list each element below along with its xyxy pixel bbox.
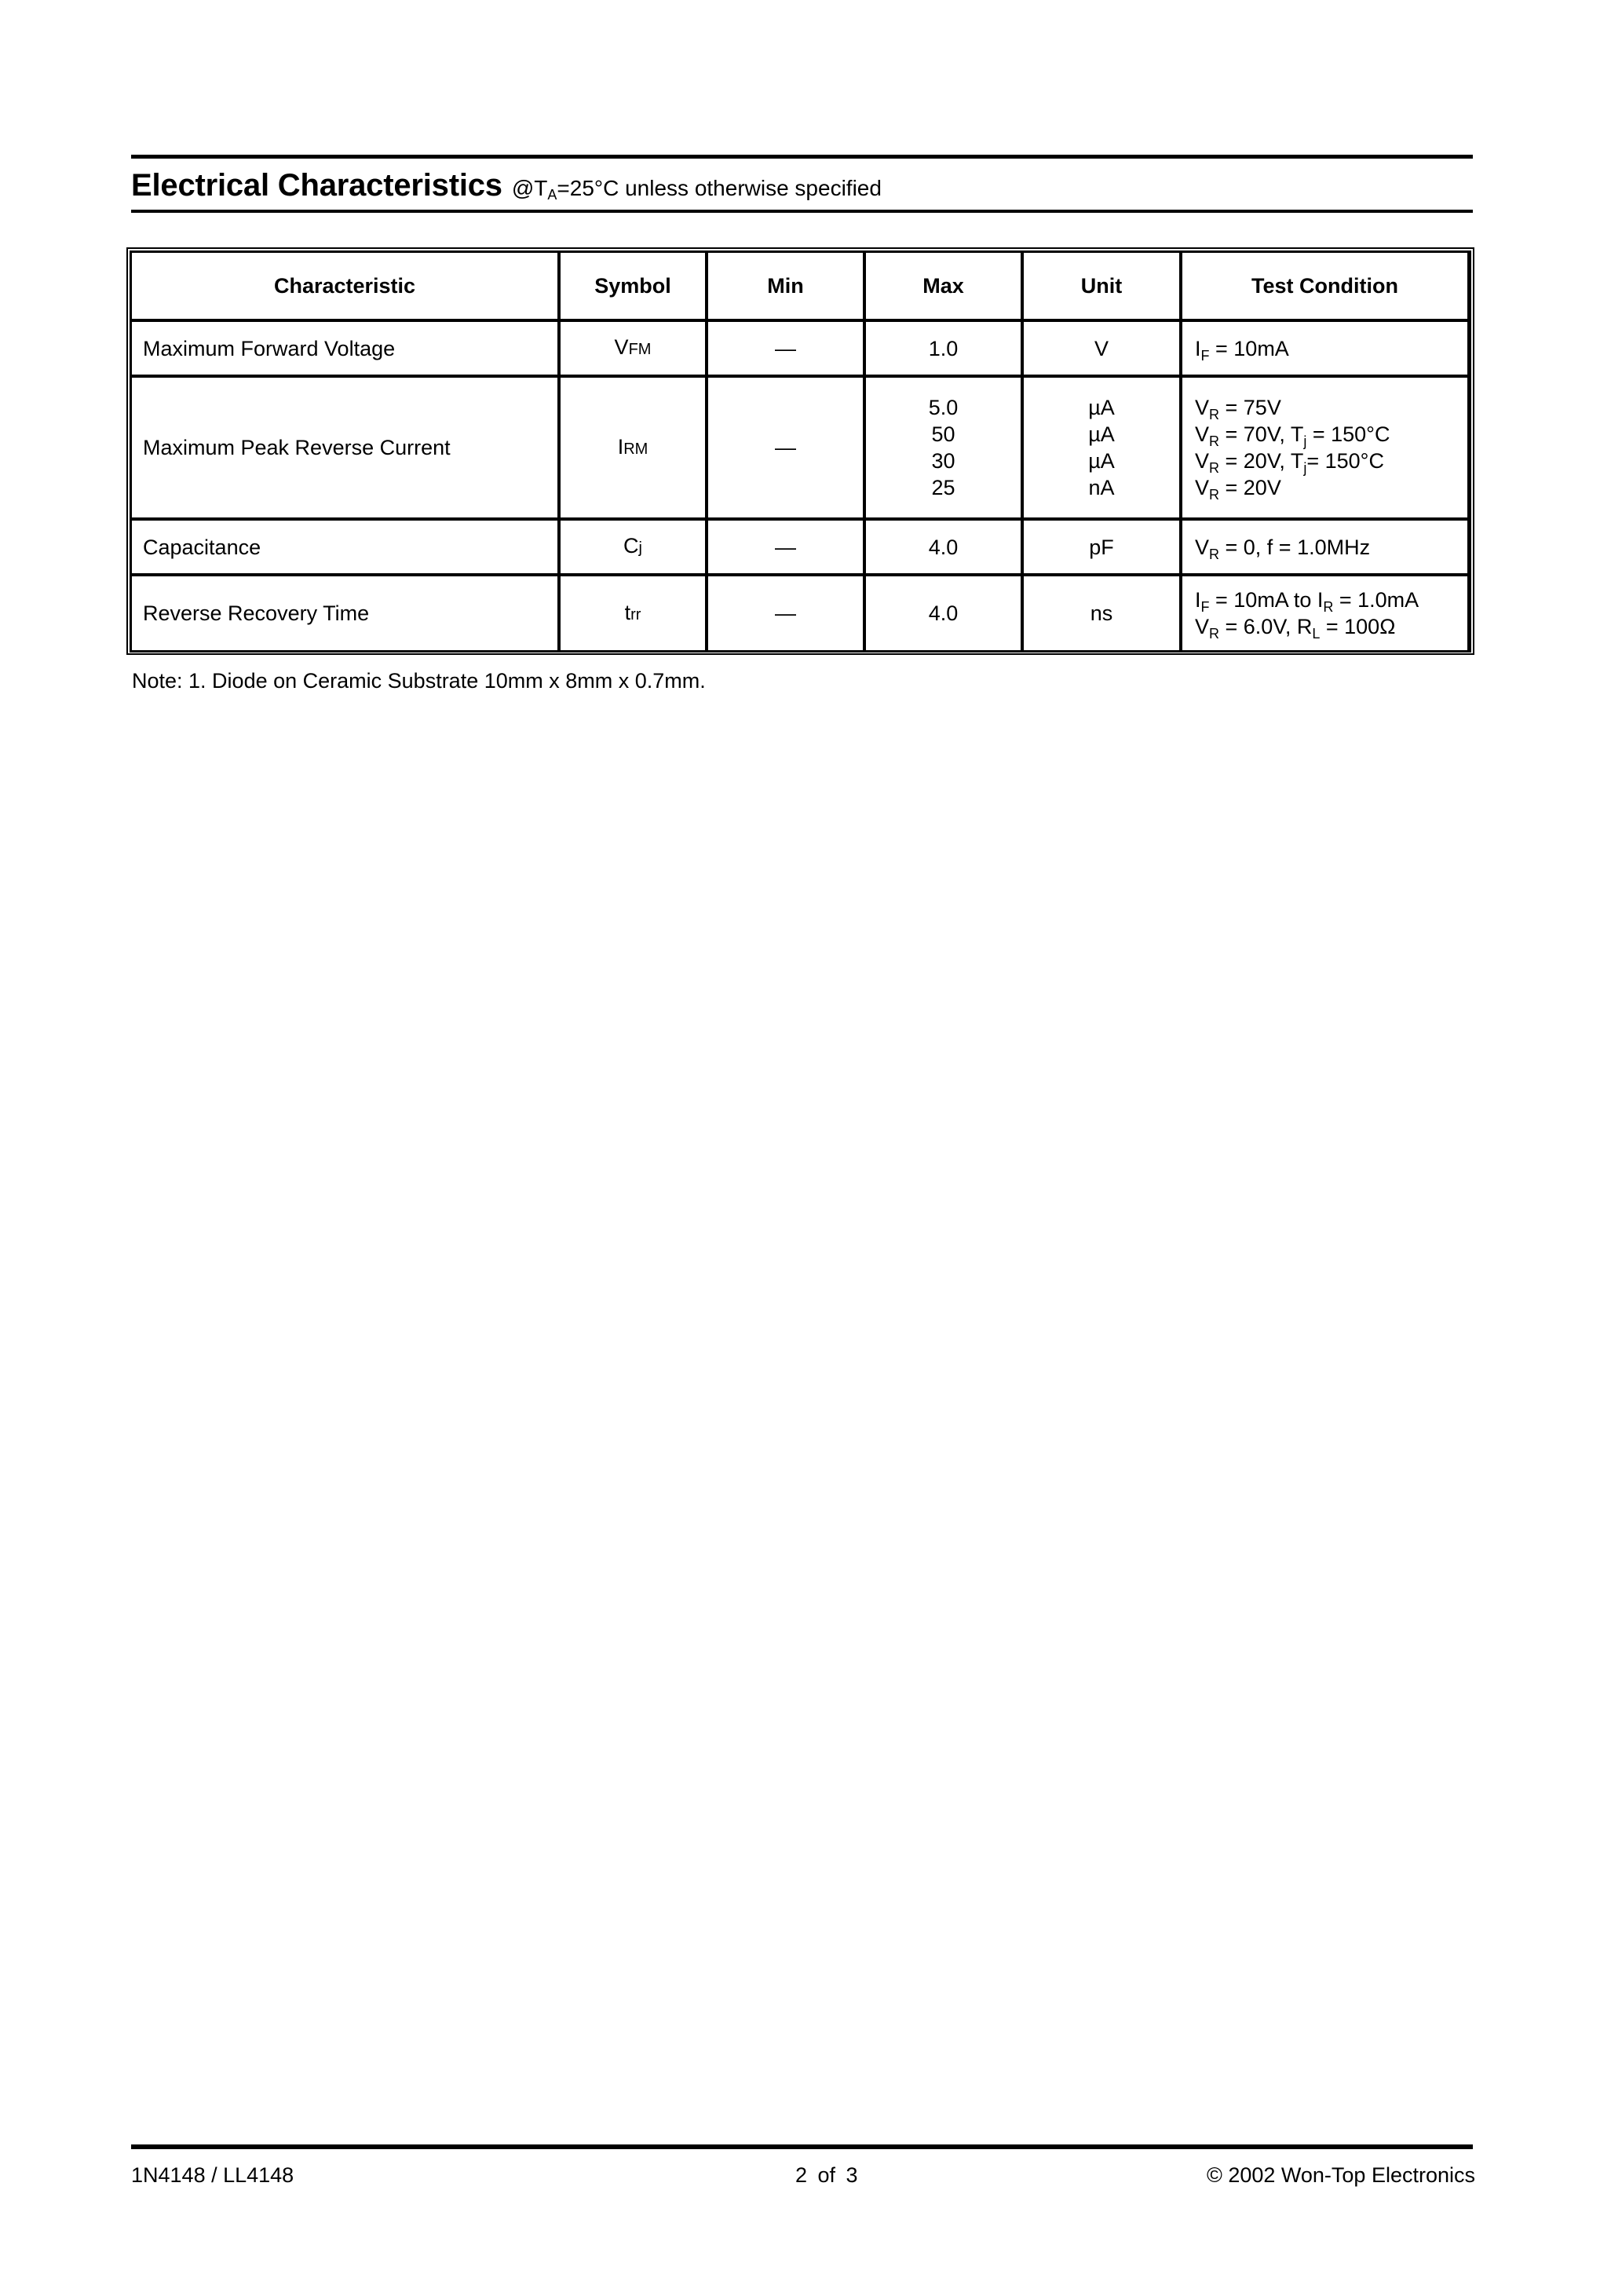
value-line: V [1094, 336, 1109, 360]
condition-line: $V_R = 6.0V$, $R_L = 100\Omega$ [1195, 615, 1396, 642]
value-line: ns [1090, 601, 1113, 625]
top-rule [131, 155, 1473, 159]
condition-line: $I_F = 10mA$ [1195, 336, 1289, 364]
value-line: pF [1089, 535, 1114, 559]
value-line: 50 [931, 422, 955, 446]
condition-line: $V_R = 20V$ [1195, 476, 1281, 503]
subtitle-suffix: =25°C unless otherwise specified [557, 176, 882, 200]
symbol-base: V [614, 335, 629, 359]
cell-characteristic: Capacitance [132, 519, 559, 575]
characteristics-table-border [130, 250, 1471, 653]
cell-unit [1022, 519, 1181, 575]
condition-line: $V_R = 0$, f = 1.0MHz [1195, 535, 1371, 562]
cell-unit [1022, 575, 1181, 650]
cell-max [864, 320, 1022, 376]
characteristics-table [132, 253, 1467, 650]
table-row [132, 575, 1467, 650]
table-row [132, 376, 1467, 519]
value-line: 1.0 [928, 336, 959, 360]
value-line: µA [1088, 396, 1115, 419]
cell-symbol [559, 575, 707, 650]
footer-part-number: 1N4148 / LL4148 [131, 2163, 294, 2187]
cell-symbol [559, 320, 707, 376]
symbol-sub: j [638, 539, 642, 557]
section-subtitle [511, 176, 882, 203]
value-line: 5.0 [928, 396, 959, 419]
cell-symbol [559, 376, 707, 519]
symbol-base: t [624, 600, 631, 624]
value-line: µA [1088, 449, 1115, 473]
title-bottom-rule [131, 210, 1473, 213]
header-symbol: Symbol [559, 253, 707, 320]
table-note: Note: 1. Diode on Ceramic Substrate 10mm x 8mm x 0.7mm. [132, 669, 706, 693]
subtitle-subscript: A [547, 187, 557, 203]
cell-min: — [707, 320, 864, 376]
value-line: 4.0 [928, 601, 959, 625]
table-header-row [132, 253, 1467, 320]
value-line: 4.0 [928, 535, 959, 559]
cell-unit [1022, 320, 1181, 376]
footer-page-number: 2 of 3 [795, 2163, 858, 2187]
header-max: Max [864, 253, 1022, 320]
header-min: Min [707, 253, 864, 320]
cell-max [864, 519, 1022, 575]
condition-line: $V_R = 75V$ [1195, 396, 1281, 422]
section-title: Electrical Characteristics [131, 168, 502, 203]
cell-test-condition [1181, 575, 1467, 650]
condition-line: $V_R = 70V$, $T_j = 150^\circ C$ [1195, 422, 1390, 449]
value-line: nA [1088, 476, 1115, 499]
value-line: 30 [931, 449, 955, 473]
value-line: 25 [931, 476, 955, 499]
characteristics-table-frame [126, 247, 1474, 655]
condition-line: $I_F = 10mA$ to $I_R = 1.0mA$ [1195, 588, 1419, 615]
section-heading [131, 166, 882, 211]
cell-characteristic: Reverse Recovery Time [132, 575, 559, 650]
footer-copyright: © 2002 Won-Top Electronics [1206, 2163, 1475, 2187]
condition-line: $V_R = 20V$, $T_j= 150^\circ C$ [1195, 449, 1384, 476]
footer-rule [131, 2144, 1473, 2149]
cell-min: — [707, 519, 864, 575]
header-test-condition: Test Condition [1181, 253, 1467, 320]
table-row [132, 320, 1467, 376]
cell-min: — [707, 575, 864, 650]
cell-test-condition [1181, 376, 1467, 519]
value-line: µA [1088, 422, 1115, 446]
header-unit: Unit [1022, 253, 1181, 320]
cell-test-condition [1181, 320, 1467, 376]
cell-test-condition [1181, 519, 1467, 575]
symbol-sub: FM [628, 341, 652, 358]
cell-max [864, 376, 1022, 519]
symbol-base: I [617, 434, 624, 459]
cell-min: — [707, 376, 864, 519]
header-characteristic: Characteristic [132, 253, 559, 320]
cell-characteristic: Maximum Forward Voltage [132, 320, 559, 376]
symbol-base: C [623, 534, 639, 558]
table-row [132, 519, 1467, 575]
cell-symbol [559, 519, 707, 575]
subtitle-prefix: @T [511, 176, 548, 200]
symbol-sub: RM [623, 440, 648, 458]
cell-max [864, 575, 1022, 650]
cell-unit [1022, 376, 1181, 519]
cell-characteristic: Maximum Peak Reverse Current [132, 376, 559, 519]
symbol-sub: rr [630, 605, 641, 623]
